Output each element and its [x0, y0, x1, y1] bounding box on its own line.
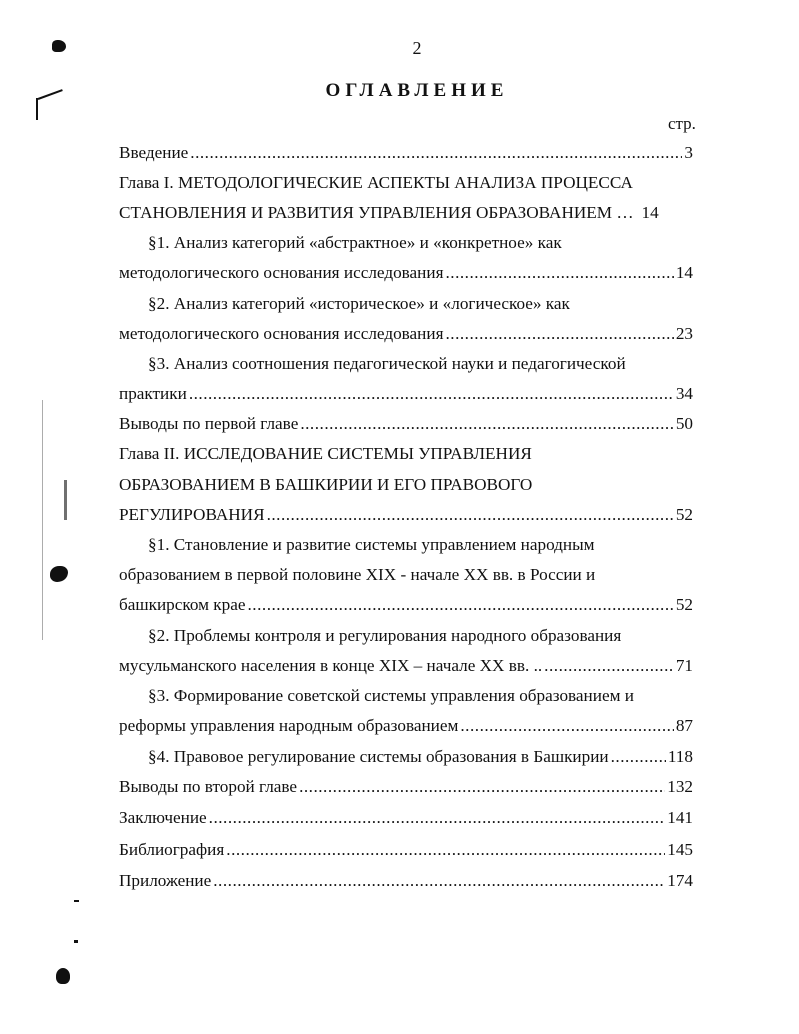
dot-leader [445, 324, 673, 344]
toc-section-1-3[interactable] [119, 384, 693, 404]
toc-entry-title: практики [119, 384, 187, 403]
toc-section-2-1-line[interactable]: §1. Становление и развитие системы управлением народным [148, 535, 595, 554]
toc-section-2-2[interactable] [119, 656, 693, 676]
toc-entry-page: 23 [675, 324, 693, 343]
toc-entry-page: 141 [667, 808, 693, 827]
dot-leader [209, 808, 666, 828]
toc-entry-title: Библиография [119, 840, 225, 859]
toc-entry-page: 71 [675, 656, 693, 675]
toc-entry-title: РЕГУЛИРОВАНИЯ [119, 505, 265, 524]
toc-entry-page: 3 [684, 143, 693, 162]
toc-chapter-1[interactable] [119, 203, 693, 223]
toc-section-1-3-line[interactable]: §3. Анализ соотношения педагогической науки и педагогической [148, 354, 626, 373]
toc-entry-appendix[interactable] [119, 871, 693, 891]
toc-entry-page: 174 [667, 871, 693, 890]
toc-entry-page: 34 [675, 384, 693, 403]
dot-leader [300, 414, 673, 434]
toc-entry-title: СТАНОВЛЕНИЯ И РАЗВИТИЯ УПРАВЛЕНИЯ ОБРАЗОВАНИЕМ … [119, 203, 634, 222]
scan-mark [74, 900, 79, 902]
toc-entry-title: методологического основания исследования [119, 263, 444, 282]
toc-entry-title: Приложение [119, 871, 212, 890]
page-column-label: стр. [668, 114, 696, 133]
dot-leader [267, 505, 674, 525]
toc-entry-title: мусульманского населения в конце XIX – начале XX вв. .. [119, 656, 543, 675]
toc-section-2-3[interactable] [119, 716, 693, 736]
toc-chapter-2[interactable] [119, 505, 693, 525]
toc-entry-title: Выводы по второй главе [119, 777, 298, 796]
dot-leader [248, 595, 674, 615]
toc-entry-conclusion[interactable] [119, 808, 693, 828]
toc-entry-title: Введение [119, 143, 189, 162]
toc-section-2-2-line[interactable]: §2. Проблемы контроля и регулирования народного образования [148, 626, 622, 645]
toc-chapter-2-line[interactable]: ОБРАЗОВАНИЕМ В БАШКИРИИ И ЕГО ПРАВОВОГО [119, 475, 533, 494]
scan-mark [50, 566, 68, 582]
toc-entry-title: Выводы по первой главе [119, 414, 299, 433]
scan-mark [42, 400, 43, 640]
toc-entry-title: реформы управления народным образованием [119, 716, 459, 735]
dot-leader [189, 384, 674, 404]
page-title: ОГЛАВЛЕНИЕ [325, 80, 509, 101]
toc-entry-title: §4. Правовое регулирование системы образования в Башкирии [148, 747, 609, 766]
toc-section-2-1-line[interactable]: образованием в первой половине XIX - начале XX вв. в России и [119, 565, 596, 584]
toc-entry-page: 52 [675, 595, 693, 614]
dot-leader [544, 656, 674, 676]
toc-entry-conclusions-2[interactable] [119, 777, 693, 797]
dot-leader [190, 143, 682, 163]
toc-section-2-1[interactable] [119, 595, 693, 615]
toc-entry-conclusions-1[interactable] [119, 414, 693, 434]
scan-mark [74, 940, 78, 943]
toc-entry-page: 87 [675, 716, 693, 735]
toc-section-1-2-line[interactable]: §2. Анализ категорий «историческое» и «логическое» как [148, 294, 570, 313]
dot-leader [226, 840, 665, 860]
dot-leader [460, 716, 673, 736]
toc-section-1-2[interactable] [119, 324, 693, 344]
toc-entry-page: 50 [675, 414, 693, 433]
toc-entry-title: методологического основания исследования [119, 324, 444, 343]
toc-section-2-3-line[interactable]: §3. Формирование советской системы управления образованием и [148, 686, 634, 705]
toc-entry-page: 132 [667, 777, 693, 796]
dot-leader [213, 871, 665, 891]
toc-entry-page: 52 [675, 505, 693, 524]
scan-mark [56, 968, 70, 984]
toc-section-1-1-line[interactable]: §1. Анализ категорий «абстрактное» и «конкретное» как [148, 233, 562, 252]
toc-entry-page: 145 [667, 840, 693, 859]
toc-entry-intro[interactable] [119, 143, 693, 163]
toc-chapter-1-line[interactable]: Глава I. МЕТОДОЛОГИЧЕСКИЕ АСПЕКТЫ АНАЛИЗА ПРОЦЕССА [119, 173, 633, 192]
dot-leader [299, 777, 665, 797]
toc-entry-page: 118 [667, 747, 693, 766]
toc-entry-title: башкирском крае [119, 595, 246, 614]
toc-entry-page: 14 [675, 263, 693, 282]
toc-entry-title: Заключение [119, 808, 207, 827]
toc-entry-bibliography[interactable] [119, 840, 693, 860]
toc-section-1-1[interactable] [119, 263, 693, 283]
toc-section-2-4[interactable] [148, 747, 693, 767]
scan-mark [64, 480, 67, 520]
page-number: 2 [412, 38, 422, 58]
toc-chapter-2-line[interactable]: Глава II. ИССЛЕДОВАНИЕ СИСТЕМЫ УПРАВЛЕНИЯ [119, 444, 532, 463]
toc-entry-page: 14 [641, 203, 659, 222]
dot-leader [611, 747, 666, 767]
dot-leader [445, 263, 673, 283]
